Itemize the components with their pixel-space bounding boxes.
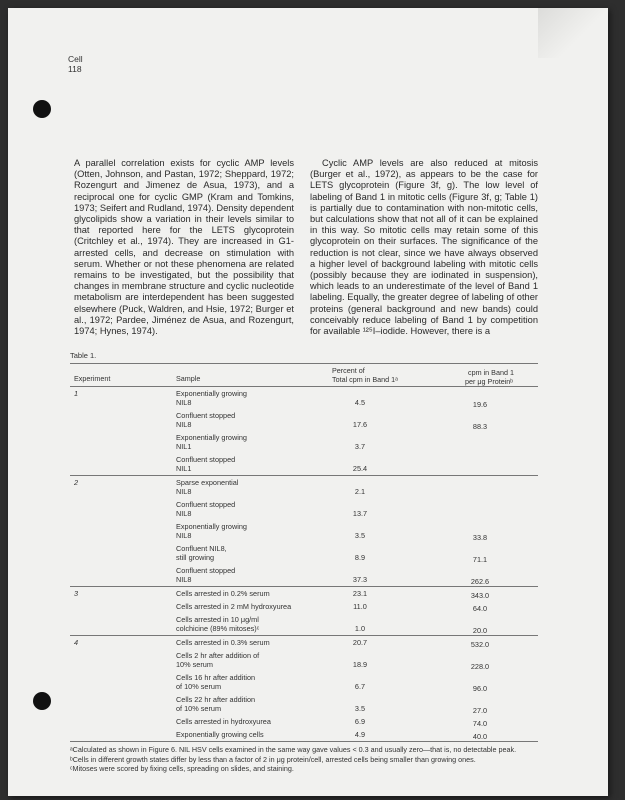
experiment-group — [70, 476, 538, 587]
sample-cell — [176, 651, 336, 669]
page-header — [68, 54, 83, 74]
percent-cell: 2.1 — [354, 487, 366, 496]
percent-cell: 11.0 — [353, 602, 367, 611]
sample-line: NIL1 — [176, 442, 192, 451]
sample-cell — [176, 589, 336, 598]
percent-cell: 6.7 — [354, 682, 366, 691]
table-row — [70, 587, 538, 600]
table-row — [70, 476, 538, 498]
sample-line: NIL8 — [176, 487, 192, 496]
page-curl — [538, 8, 608, 58]
cpm-cell: 343.0 — [470, 591, 490, 600]
header-percent-line2: Total cpm in Band 1ᵃ — [332, 375, 398, 384]
sample-line: Confluent stopped — [176, 500, 236, 509]
table-row — [70, 409, 538, 431]
sample-cell — [176, 433, 336, 451]
experiment-number: 1 — [74, 389, 79, 398]
sample-line: Cells arrested in 10 μg/ml — [176, 615, 259, 624]
table-header — [70, 364, 538, 386]
sample-cell — [176, 478, 336, 496]
table-row — [70, 498, 538, 520]
sample-line: Sparse exponential — [176, 478, 239, 487]
sample-line: NIL8 — [176, 398, 192, 407]
experiment-number: 4 — [74, 638, 79, 647]
sample-line: Confluent stopped — [176, 455, 236, 464]
cpm-cell: 228.0 — [470, 662, 490, 671]
sample-cell — [176, 673, 336, 691]
percent-cell: 25.4 — [352, 464, 368, 473]
sample-cell — [176, 730, 336, 739]
header-cpm-line1: cpm in Band 1 — [468, 368, 514, 377]
sample-line: Confluent stopped — [176, 411, 236, 420]
sample-cell — [176, 638, 336, 647]
percent-cell: 8.9 — [354, 553, 366, 562]
sample-line: NIL8 — [176, 531, 192, 540]
experiment-group — [70, 636, 538, 742]
experiment-number: 3 — [74, 589, 79, 598]
sample-cell — [176, 411, 336, 429]
experiment-group — [70, 387, 538, 476]
header-sample: Sample — [176, 374, 201, 383]
sample-line: Exponentially growing — [176, 389, 247, 398]
document-page — [8, 8, 608, 796]
sample-line: NIL8 — [176, 575, 192, 584]
sample-cell — [176, 544, 336, 562]
cpm-cell: 19.6 — [472, 400, 488, 409]
table-row — [70, 600, 538, 613]
sample-line: Exponentially growing cells — [176, 730, 264, 739]
sample-line: Cells arrested in 0.2% serum — [176, 589, 270, 598]
header-experiment: Experiment — [74, 374, 111, 383]
percent-cell: 3.5 — [354, 531, 366, 540]
percent-cell: 3.5 — [354, 704, 366, 713]
sample-line: Cells arrested in 2 mM hydroxyurea — [176, 602, 292, 611]
cpm-cell: 71.1 — [472, 555, 488, 564]
table-row — [70, 649, 538, 671]
sample-line: Cells arrested in 0.3% serum — [176, 638, 270, 647]
cpm-cell: 262.6 — [470, 577, 490, 586]
experiment-number: 2 — [74, 478, 79, 487]
sample-line: 10% serum — [176, 660, 213, 669]
cpm-cell: 33.8 — [472, 533, 488, 542]
sample-line: Cells 22 hr after addition — [176, 695, 256, 704]
sample-cell — [176, 455, 336, 473]
sample-cell — [176, 615, 336, 633]
table-row — [70, 671, 538, 693]
sample-line: NIL8 — [176, 420, 192, 429]
table-row — [70, 728, 538, 741]
percent-cell: 4.9 — [354, 730, 366, 739]
sample-line: NIL8 — [176, 509, 192, 518]
cpm-cell: 532.0 — [470, 640, 490, 649]
table-row — [70, 542, 538, 564]
sample-line: Confluent NIL8, — [176, 544, 227, 553]
percent-cell: 20.7 — [352, 638, 368, 647]
table-row — [70, 520, 538, 542]
sample-cell — [176, 500, 336, 518]
percent-cell: 17.6 — [352, 420, 368, 429]
journal-name: Cell — [68, 54, 83, 64]
cpm-cell: 40.0 — [472, 732, 488, 741]
sample-line: Cells arrested in hydroxyurea — [176, 717, 271, 726]
sample-line: of 10% serum — [176, 682, 222, 691]
table-1 — [70, 351, 538, 774]
percent-cell: 6.9 — [354, 717, 366, 726]
sample-line: Exponentially growing — [176, 522, 247, 531]
page-number: 118 — [68, 64, 82, 74]
sample-line: of 10% serum — [176, 704, 222, 713]
percent-cell: 1.0 — [354, 624, 366, 633]
sample-cell — [176, 717, 336, 726]
sample-line: still growing — [176, 553, 215, 562]
table-row — [70, 453, 538, 475]
table-row — [70, 613, 538, 635]
cpm-cell: 96.0 — [472, 684, 488, 693]
sample-cell — [176, 522, 336, 540]
header-cpm-line2: per μg Proteinᵇ — [465, 377, 514, 386]
table-row — [70, 693, 538, 715]
percent-cell: 13.7 — [352, 509, 368, 518]
percent-cell: 4.5 — [354, 398, 366, 407]
table-row — [70, 636, 538, 649]
percent-cell: 37.3 — [352, 575, 368, 584]
table-row — [70, 715, 538, 728]
sample-line: Cells 2 hr after addition of — [176, 651, 260, 660]
punch-hole-top — [33, 100, 51, 118]
cpm-cell: 74.0 — [472, 719, 488, 728]
cpm-cell: 20.0 — [472, 626, 488, 635]
footnote-a: ᵃCalculated as shown in Figure 6. NIL HSV cells examined in the same way gave values < 0.3 and usually zero—that is, no detectable peak. — [70, 745, 517, 754]
table-footnotes — [70, 745, 538, 774]
sample-line: Confluent stopped — [176, 566, 236, 575]
header-percent-line1: Percent of — [332, 366, 365, 375]
table-title: Table 1. — [70, 351, 97, 360]
sample-line: Cells 16 hr after addition — [176, 673, 256, 682]
experiment-group — [70, 587, 538, 636]
sample-cell — [176, 566, 336, 584]
cpm-cell: 27.0 — [472, 706, 488, 715]
sample-cell — [176, 389, 336, 407]
table-body — [70, 387, 538, 742]
footnote-c: ᶜMitoses were scored by fixing cells, spreading on slides, and staining. — [70, 764, 294, 773]
right-column-text: Cyclic AMP levels are also reduced at mitosis (Burger et al., 1972), as appears to be the case for LETS glycoprotein (Figure 3f, g). The low level of labeling of Band 1 in mitotic cells (Figure 3f, g; Table 1) is partially due to contamination with non-mitotic cells, but calculations show that not all of it can be explained in this way. So mitotic cells may retain some of this glycoprotein on their surfaces. The significance of the reduction is not clear, since we have always observed a higher level of background labeling with mitotic cells (possibly because they are iodinated in suspension), which leads to an underestimate of the level of Band 1 labeling. Equally, the greater degree of labeling of other proteins (general background and new bands) could conceivably reduce labeling of Band 1 by competition for available ¹²⁵I–iodide. However, there is a — [310, 158, 538, 337]
table-row — [70, 387, 538, 409]
left-column-text: A parallel correlation exists for cyclic AMP levels (Otten, Johnson, and Pastan, 1972; Sheppard, 1972; Rozengurt and Jimenez de Asua, 1973), and a reciprocal one for cyclic GMP (Kram and Tomkins, 1973; Seifert and Rudland, 1974). Density dependent glycolipids show a variation in their levels similar to that reported here for the LETS glycoprotein (Critchley et al., 1974). They are increased in G1-arrested cells, and decrease on stimulation with serum. Whether or not these phenomena are related remains to be investigated, but the possibility that changes in membrane structure and cyclic nucleotide metabolism are interdependent has been suggested elsewhere (Puck, Waldren, and Hsie, 1972; Burger et al., 1972; Pardee, Jiménez de Asua, and Rozengurt, 1974; Hynes, 1974). — [74, 158, 294, 337]
table-row — [70, 564, 538, 586]
cpm-cell: 88.3 — [472, 422, 488, 431]
sample-line: NIL1 — [176, 464, 192, 473]
percent-cell: 18.9 — [352, 660, 368, 669]
percent-cell: 3.7 — [354, 442, 366, 451]
footnote-b: ᵇCells in different growth states differ by less than a factor of 2 in μg protein/cell, arrested cells being smaller than growing ones. — [70, 754, 476, 764]
sample-line: colchicine (89% mitoses)ᶜ — [176, 624, 260, 633]
sample-cell — [176, 602, 336, 611]
percent-cell: 23.1 — [352, 589, 368, 598]
cpm-cell: 64.0 — [472, 604, 488, 613]
sample-line: Exponentially growing — [176, 433, 247, 442]
table-row — [70, 431, 538, 453]
sample-cell — [176, 695, 336, 713]
punch-hole-bottom — [33, 692, 51, 710]
